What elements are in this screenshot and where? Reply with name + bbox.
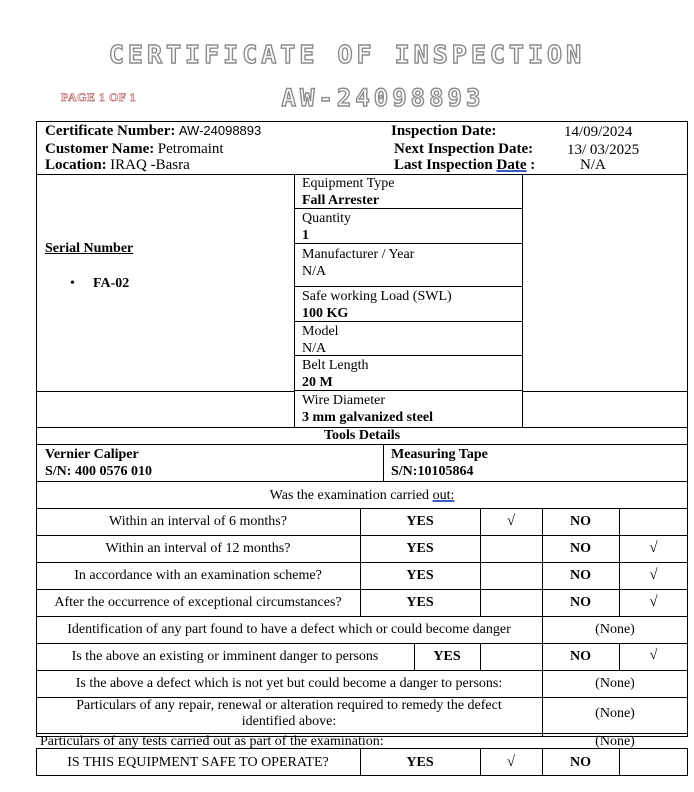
exam-row-12-months: Within an interval of 12 months? <box>105 541 291 556</box>
check-mark-no: √ <box>649 648 658 663</box>
tool2-serial: S/N:10105864 <box>391 464 474 479</box>
page-label: PAGE 1 OF 1 <box>61 90 137 104</box>
tests-particulars: Particulars of any tests carried out as part of the examination: <box>40 734 384 749</box>
no-label: NO <box>570 568 591 583</box>
exam-question: Was the examination carried out: <box>269 488 455 503</box>
inspection-date-value: 14/09/2024 <box>564 124 633 140</box>
yes-label: YES <box>406 568 434 583</box>
location-row: Location: IRAQ -Basra <box>45 157 190 173</box>
equipment-type-value: Fall Arrester <box>302 193 380 208</box>
yes-label: YES <box>433 649 461 664</box>
swl-value: 100 KG <box>302 306 349 321</box>
serial-number-label: Serial Number <box>45 241 134 256</box>
next-inspection-label: Next Inspection Date: <box>394 141 534 157</box>
belt-length-value: 20 M <box>302 375 333 390</box>
no-label: NO <box>570 755 591 770</box>
wire-diameter-label: Wire Diameter <box>302 393 386 408</box>
exam-row-scheme: In accordance with an examination scheme? <box>74 568 322 583</box>
next-inspection-value: 13/ 03/2025 <box>567 142 640 158</box>
tool1-name: Vernier Caliper <box>45 447 139 462</box>
manufacturer-label: Manufacturer / Year <box>302 247 415 262</box>
swl-label: Safe working Load (SWL) <box>302 289 452 304</box>
check-mark-no: √ <box>649 567 658 583</box>
serial-bullet: • <box>70 276 75 291</box>
future-danger-question: Is the above a defect which is not yet but could become a danger to persons: <box>75 676 503 691</box>
yes-label: YES <box>406 514 434 529</box>
model-label: Model <box>302 324 339 339</box>
yes-label: YES <box>406 541 434 556</box>
tool1-serial: S/N: 400 0576 010 <box>45 464 152 479</box>
tests-value: (None) <box>595 734 635 749</box>
existing-danger-question: Is the above an existing or imminent danger to persons <box>71 649 379 664</box>
inspection-date-label: Inspection Date: <box>391 123 497 139</box>
tools-title: Tools Details <box>323 428 401 443</box>
check-mark-yes: √ <box>506 754 516 770</box>
defect-identification: Identification of any part found to have a defect which or could become danger <box>67 622 511 637</box>
quantity-label: Quantity <box>302 211 351 226</box>
check-mark-yes: √ <box>506 513 516 529</box>
certificate-title: CERTIFICATE OF INSPECTION <box>108 40 586 69</box>
certificate-code-heading: AW-24098893 <box>281 84 485 112</box>
yes-label: YES <box>406 755 434 770</box>
last-inspection-label: Last Inspection Date : <box>394 157 536 173</box>
last-inspection-value: N/A <box>580 157 606 173</box>
model-value: N/A <box>302 341 327 356</box>
cert-number-value: AW-24098893 <box>178 123 262 138</box>
serial-number-value: FA-02 <box>93 276 130 291</box>
quantity-value: 1 <box>302 228 309 243</box>
check-mark-no: √ <box>649 540 658 556</box>
wire-diameter-value: 3 mm galvanized steel <box>302 410 434 425</box>
yes-label: YES <box>406 595 434 610</box>
check-mark-no: √ <box>649 594 658 610</box>
manufacturer-value: N/A <box>302 264 327 279</box>
no-label: NO <box>570 649 591 664</box>
repair-particulars-line1: Particulars of any repair, renewal or alteration required to remedy the defect <box>76 698 502 713</box>
exam-row-exceptional: After the occurrence of exceptional circumstances? <box>54 595 342 610</box>
cert-number-row: Certificate Number: AW-24098893 <box>45 123 262 139</box>
belt-length-label: Belt Length <box>302 358 369 373</box>
customer-value: Petromaint <box>157 141 224 157</box>
customer-row: Customer Name: Petromaint <box>45 141 224 157</box>
safe-to-operate-question: IS THIS EQUIPMENT SAFE TO OPERATE? <box>67 755 329 770</box>
equipment-type-label: Equipment Type <box>302 176 395 191</box>
exam-row-6-months: Within an interval of 6 months? <box>109 514 287 529</box>
no-label: NO <box>570 514 591 529</box>
future-danger-value: (None) <box>595 676 635 691</box>
defect-value: (None) <box>595 622 635 637</box>
location-value: IRAQ -Basra <box>110 157 190 173</box>
no-label: NO <box>570 595 591 610</box>
tool2-name: Measuring Tape <box>391 447 488 462</box>
no-label: NO <box>570 541 591 556</box>
repair-value: (None) <box>595 706 635 721</box>
repair-particulars-line2: identified above: <box>241 714 337 729</box>
